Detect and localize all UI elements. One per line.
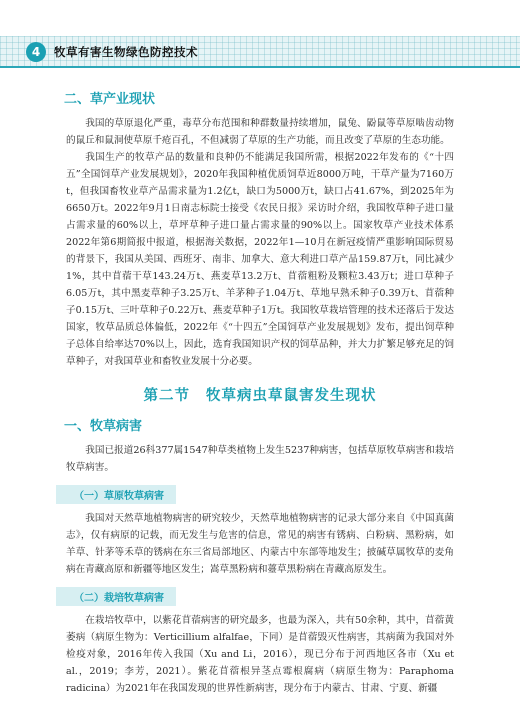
paragraph-forage-production: 我国生产的牧草产品的数量和良种仍不能满足我国所需，根据2022年发布的《“十四五”全国饲草产业发展规划》，2020年我国种植优质饲草近8000万吨，干草产量为7160万t，但我国畜牧业草产品需求量为1.2亿t，缺口为5000万t，缺口占41.67%，到2025年为6650万t。2022年9月1日南志标院士接受《农民日报》采访时介绍，我国牧草种子进口量占需求量的60%以上，草坪草种子进口量占需求量的90%以上。国家牧草产业技术体系2022年第6期简报中报道，根据海关数据，2022年1—10月在新冠疫情严重影响国际贸易的背景下，我国从美国、西班牙、南非、加拿大、意大利进口草产品159.87万t，同比减少1%，其中苜蓿干草143.24万t、燕麦草13.2万t、苜蓿粗粉及颗粒3.43万t；进口草种子6.05万t，其中黑麦草种子3.25万t、羊茅种子1.04万t、草地早熟禾种子0.39万t、苜蓿种子0.15万t、三叶草种子0.22万t、燕麦草种子1万t。我国牧草栽培管理的技术还落后于发达国家，牧草品质总体偏低，2022年《“十四五”全国饲草产业发展规划》发布，提出饲草种子总体自给率达70%以上，因此，选育我国知识产权的饲草品种，并大力扩繁足够充足的饲草种子，对我国草业和畜牧业发展十分必要。	[66, 152, 454, 367]
chapter-heading	[66, 384, 454, 405]
page-header	[0, 0, 520, 70]
chapter-section-label: 第二节	[143, 388, 190, 404]
section-heading-diseases: 一、牧草病害	[64, 419, 143, 434]
paragraph-cultivated-diseases: 在栽培牧草中，以紫花苜蓿病害的研究最多，也最为深入，共有50余种，其中，苜蓿黄萎病（病原生物为：Verticillium alfalfae，下同）是苜蓿毁灭性病害，其病菌为我国对外检疫对象，2016年传入我国（Xu and Li，2016），现已分布于河西地区各市（Xu et al.，2019；李芳，2021）。紫花苜蓿根异茎点霉根腐病（病原生物为：Paraphoma radicina）为2021年在我国发现的世界性新病害，现分布于内蒙古、甘肃、宁夏、新疆	[66, 615, 454, 694]
subheading-grassland-diseases: （一）草原牧草病害	[56, 485, 176, 504]
paragraph-disease-intro: 我国已报道26科377属1547种草类植物上发生5237种病害，包括草原牧草病害和栽培牧草病害。	[66, 445, 454, 473]
subheading-cultivated-diseases: （二）栽培牧草病害	[56, 587, 176, 606]
page-body	[66, 78, 454, 697]
page-number-badge: 4	[26, 42, 46, 62]
paragraph-grassland-degradation: 我国的草原退化严重，毒草分布范围和种群数量持续增加，鼠兔、鼢鼠等草原啮齿动物的鼠丘和鼠洞使草原千疮百孔，不但减弱了草原的生产功能，而且改变了草原的生态功能。	[66, 118, 454, 146]
header-rule	[0, 66, 520, 68]
section-heading-industry-status: 二、草产业现状	[64, 92, 156, 107]
chapter-title: 牧草病虫草鼠害发生现状	[206, 388, 377, 404]
running-book-title: 牧草有害生物绿色防控技术	[54, 45, 198, 59]
paragraph-grassland-diseases: 我国对天然草地植物病害的研究较少，天然草地植物病害的记录大部分来自《中国真菌志》，仅有病原的记载，而无发生与危害的信息，常见的病害有锈病、白粉病、黑粉病，如羊草、针茅等禾草的锈病在东三省局部地区、内蒙古中东部等地发生；披碱草属牧草的麦角病在青藏高原和新疆等地区发生；嵩草黑粉病和薹草黑粉病在青藏高原发生。	[66, 513, 454, 575]
